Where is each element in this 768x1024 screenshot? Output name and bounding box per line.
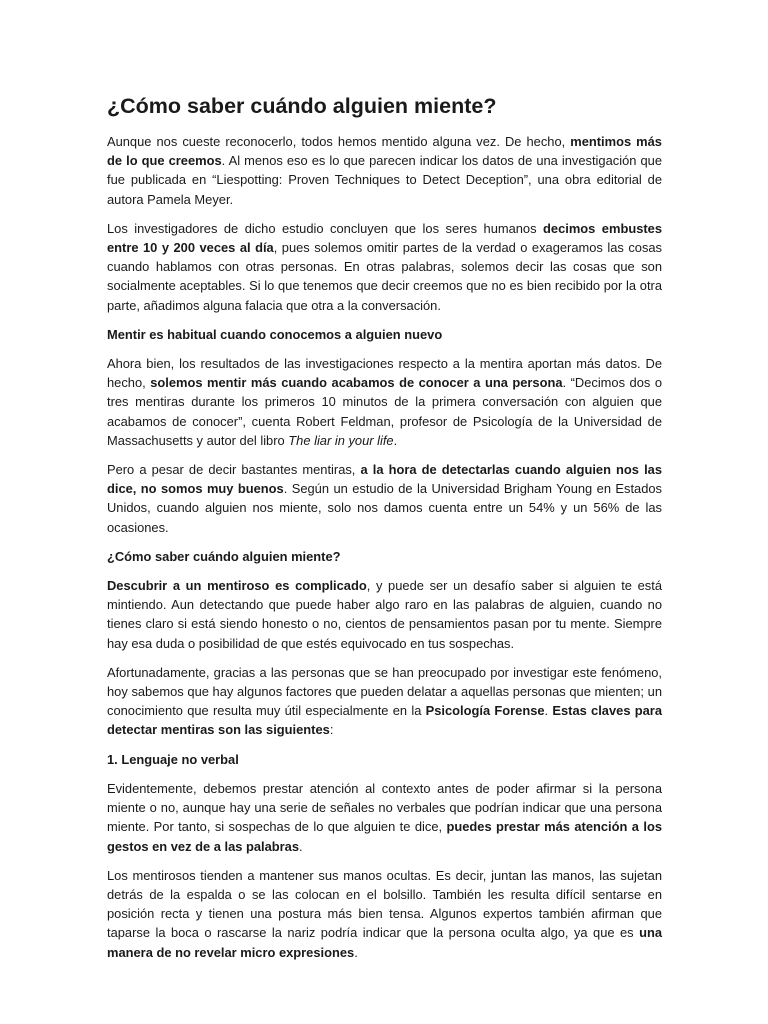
body-paragraph: [107, 132, 662, 209]
text-segment: .: [544, 703, 553, 719]
text-segment: .: [393, 432, 398, 448]
emphasis-text: decimos embustes entre 10 y 200 veces al día: [107, 220, 662, 256]
text-segment: 1. Lenguaje no verbal: [107, 751, 239, 767]
text-segment: Los investigadores de dicho estudio concluyen que los seres humanos: [107, 220, 544, 236]
text-segment: Mentir es habitual cuando conocemos a alguien nuevo: [107, 326, 443, 342]
text-segment: .: [299, 838, 303, 854]
text-segment: , pues solemos omitir partes de la verdad o exageramos las cosas cuando hablamos con otras personas. En otras palabras, solemos decir las cosas que son socialmente aceptables. Si lo que tenemos que decir creemos que no es bien recibido por la otra parte, añadimos alguna falacia que otra a la conversación.: [107, 240, 663, 313]
text-segment: . Según un estudio de la Universidad Brigham Young en Estados Unidos, cuando alguien nos miente, solo nos damos cuenta entre un 54% y un 56% de las ocasiones.: [107, 481, 662, 535]
emphasis-text: mentimos más de lo que creemos: [107, 134, 662, 169]
text-segment: Ahora bien, los resultados de las investigaciones respecto a la mentira aportan más datos. De hecho,: [107, 356, 662, 391]
emphasis-text: Estas claves para detectar mentiras son las siguientes: [107, 703, 662, 738]
body-paragraph: [107, 219, 662, 315]
text-segment: . Al menos eso es lo que parecen indicar los datos de una investigación que fue publicada en “Liespotting: Proven Techniques to Detect Deception”, una obra editorial de autora Pamela Meyer.: [107, 153, 662, 207]
text-segment: Afortunadamente, gracias a las personas que se han preocupado por investigar este fenómeno, hoy sabemos que hay algunos factores que pueden delatar a aquellas personas que mienten; un conocimiento que resulta muy útil especialmente en la: [107, 664, 662, 719]
page-title: ¿Cómo saber cuándo alguien miente?: [107, 94, 497, 118]
text-segment: Los mentirosos tienden a mantener sus manos ocultas. Es decir, juntan las manos, las sujetan detrás de la espalda o se las colocan en el bolsillo. También les resulta difícil sentarse en posición recta y tienen una postura más bien tensa. Algunos expertos también afirman que taparse la boca o rascarse la nariz podría indicar que la persona oculta algo, ya que es: [107, 867, 662, 941]
section-heading: [107, 750, 662, 769]
body-paragraph: [107, 663, 662, 740]
book-title-text: The liar in your life: [288, 432, 394, 448]
paragraph-list: [107, 132, 662, 962]
article-body: [107, 92, 662, 972]
text-segment: Evidentemente, debemos prestar atención al contexto antes de poder afirmar si la persona miente o no, aunque hay una serie de señales no verbales que podrían indicar que una persona miente. Por tanto, si sospechas de lo que alguien te dice,: [107, 780, 662, 835]
emphasis-text: solemos mentir más cuando acabamos de conocer a una persona: [150, 375, 563, 391]
text-segment: :: [329, 722, 334, 738]
emphasis-text: una manera de no revelar micro expresiones: [107, 925, 662, 960]
emphasis-text: puedes prestar más atención a los gestos en vez de a las palabras: [107, 819, 662, 854]
text-segment: Pero a pesar de decir bastantes mentiras,: [107, 462, 361, 478]
section-heading: [107, 547, 662, 566]
emphasis-text: Psicología Forense: [425, 703, 545, 719]
text-segment: .: [354, 944, 358, 960]
body-paragraph: [107, 779, 662, 856]
section-heading: [107, 325, 662, 344]
body-paragraph: [107, 460, 662, 537]
body-paragraph: [107, 354, 662, 450]
emphasis-text: a la hora de detectarlas cuando alguien nos las dice, no somos muy buenos: [107, 462, 662, 497]
body-paragraph: [107, 576, 662, 653]
body-paragraph: [107, 866, 662, 962]
text-segment: Aunque nos cueste reconocerlo, todos hemos mentido alguna vez. De hecho,: [107, 134, 571, 149]
text-segment: . “Decimos dos o tres mentiras durante los primeros 10 minutos de la primera conversación con alguien que acabamos de conocer”, cuenta Robert Feldman, profesor de Psicología de la Universidad de Massachusetts y autor del libro: [107, 375, 662, 448]
text-segment: , y puede ser un desafío saber si alguien te está mintiendo. Aun detectando que puede haber algo raro en las palabras de alguien, cuando no tienes claro si está siendo honesto o no, cientos de pensamientos pasan por tu mente. Siempre hay esa duda o posibilidad de que estés equivocado en tus sospechas.: [107, 578, 662, 651]
text-segment: ¿Cómo saber cuándo alguien miente?: [107, 548, 341, 564]
emphasis-text: Descubrir a un mentiroso es complicado: [107, 578, 367, 594]
